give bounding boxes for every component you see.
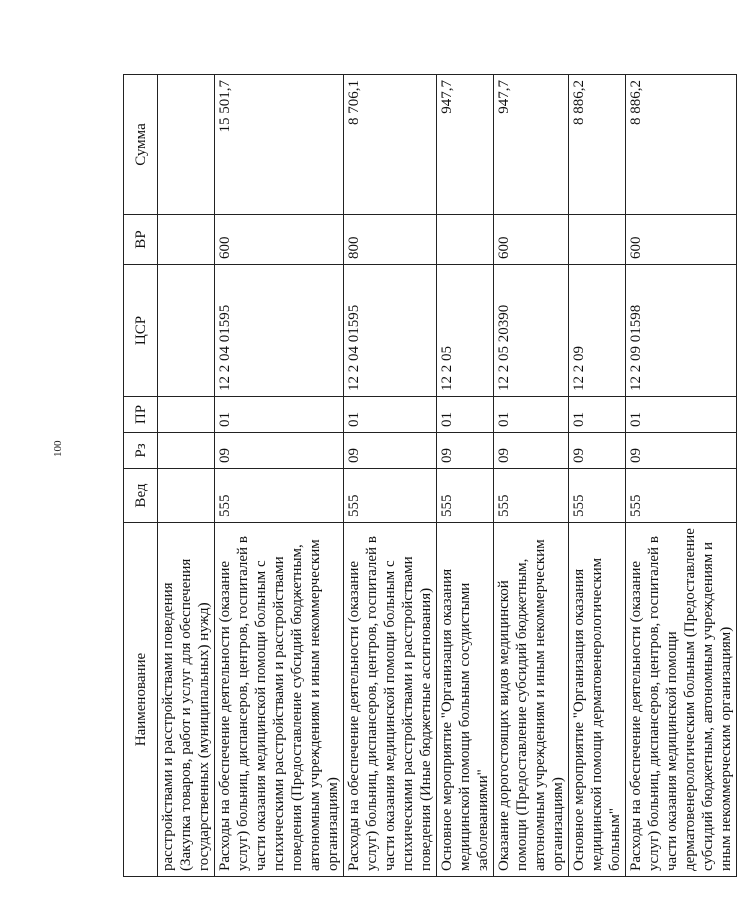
cell-csr: 12 2 04 01595 [215, 265, 344, 397]
cell-csr: 12 2 09 01598 [626, 265, 737, 397]
cell-pr: 01 [494, 397, 569, 433]
cell-ved [158, 469, 215, 523]
cell-ved: 555 [344, 469, 437, 523]
table-row [626, 75, 737, 877]
cell-sum: 8 886,2 [569, 75, 626, 215]
cell-pr: 01 [569, 397, 626, 433]
cell-vr [158, 215, 215, 265]
cell-name: расстройствами и расстройствами поведения (Закупка товаров, работ и услуг для обеспечения государственных (муниципальных) нужд) [158, 523, 215, 877]
table-row [344, 75, 437, 877]
cell-name: Основное мероприятие "Организация оказания медицинской помощи больным сосудистыми заболеваниями" [437, 523, 494, 877]
cell-ved: 555 [626, 469, 737, 523]
header-name: Наименование [124, 523, 158, 877]
cell-pr: 01 [215, 397, 344, 433]
cell-rz: 09 [344, 433, 437, 469]
budget-table-container [123, 75, 734, 877]
table-row [158, 75, 215, 877]
cell-vr: 600 [494, 215, 569, 265]
cell-vr: 600 [215, 215, 344, 265]
header-rz: Рз [124, 433, 158, 469]
cell-ved: 555 [215, 469, 344, 523]
cell-rz: 09 [215, 433, 344, 469]
cell-rz: 09 [437, 433, 494, 469]
budget-table [123, 74, 737, 877]
cell-pr: 01 [437, 397, 494, 433]
header-csr: ЦСР [124, 265, 158, 397]
cell-sum [158, 75, 215, 215]
cell-sum: 947,7 [494, 75, 569, 215]
cell-vr [437, 215, 494, 265]
cell-ved: 555 [494, 469, 569, 523]
table-row [437, 75, 494, 877]
header-pr: ПР [124, 397, 158, 433]
cell-csr: 12 2 05 20390 [494, 265, 569, 397]
cell-name: Расходы на обеспечение деятельности (оказание услуг) больниц, диспансеров, центров, госпиталей в части оказания медицинской помощи больным с психическими расстройствами и расстройствами поведения (Иные бюджетные ассигнования) [344, 523, 437, 877]
cell-rz: 09 [569, 433, 626, 469]
cell-vr: 800 [344, 215, 437, 265]
cell-csr [158, 265, 215, 397]
cell-ved: 555 [569, 469, 626, 523]
cell-pr: 01 [626, 397, 737, 433]
table-header-row [124, 75, 158, 877]
cell-name: Основное мероприятие "Организация оказания медицинской помощи дерматовенерологическим больным" [569, 523, 626, 877]
cell-sum: 8 886,2 [626, 75, 737, 215]
cell-csr: 12 2 05 [437, 265, 494, 397]
cell-vr: 600 [626, 215, 737, 265]
cell-rz: 09 [626, 433, 737, 469]
page-number: 100 [52, 440, 64, 457]
cell-name: Расходы на обеспечение деятельности (оказание услуг) больниц, диспансеров, центров, госпиталей в части оказания медицинской помощи дерматовенерологическим больным (Предоставление субсидий бюджетным, автономным учреждениям и иным некоммерческим организациям) [626, 523, 737, 877]
cell-pr [158, 397, 215, 433]
cell-pr: 01 [344, 397, 437, 433]
cell-name: Расходы на обеспечение деятельности (оказание услуг) больниц, диспансеров, центров, госпиталей в части оказания медицинской помощи больным с психическими расстройствами и расстройствами поведения (Предоставление субсидий бюджетным, автономным учреждениям и иным некоммерческим организациям) [215, 523, 344, 877]
cell-sum: 15 501,7 [215, 75, 344, 215]
rotated-table-frame [123, 75, 734, 877]
header-sum: Сумма [124, 75, 158, 215]
cell-csr: 12 2 09 [569, 265, 626, 397]
table-row [569, 75, 626, 877]
cell-name: Оказание дорогостоящих видов медицинской помощи (Предоставление субсидий бюджетным, автономным учреждениям и иным некоммерческим организациям) [494, 523, 569, 877]
cell-vr [569, 215, 626, 265]
cell-rz [158, 433, 215, 469]
table-row [494, 75, 569, 877]
cell-sum: 8 706,1 [344, 75, 437, 215]
cell-ved: 555 [437, 469, 494, 523]
header-ved: Вед [124, 469, 158, 523]
table-row [215, 75, 344, 877]
cell-sum: 947,7 [437, 75, 494, 215]
header-vr: ВР [124, 215, 158, 265]
cell-csr: 12 2 04 01595 [344, 265, 437, 397]
cell-rz: 09 [494, 433, 569, 469]
